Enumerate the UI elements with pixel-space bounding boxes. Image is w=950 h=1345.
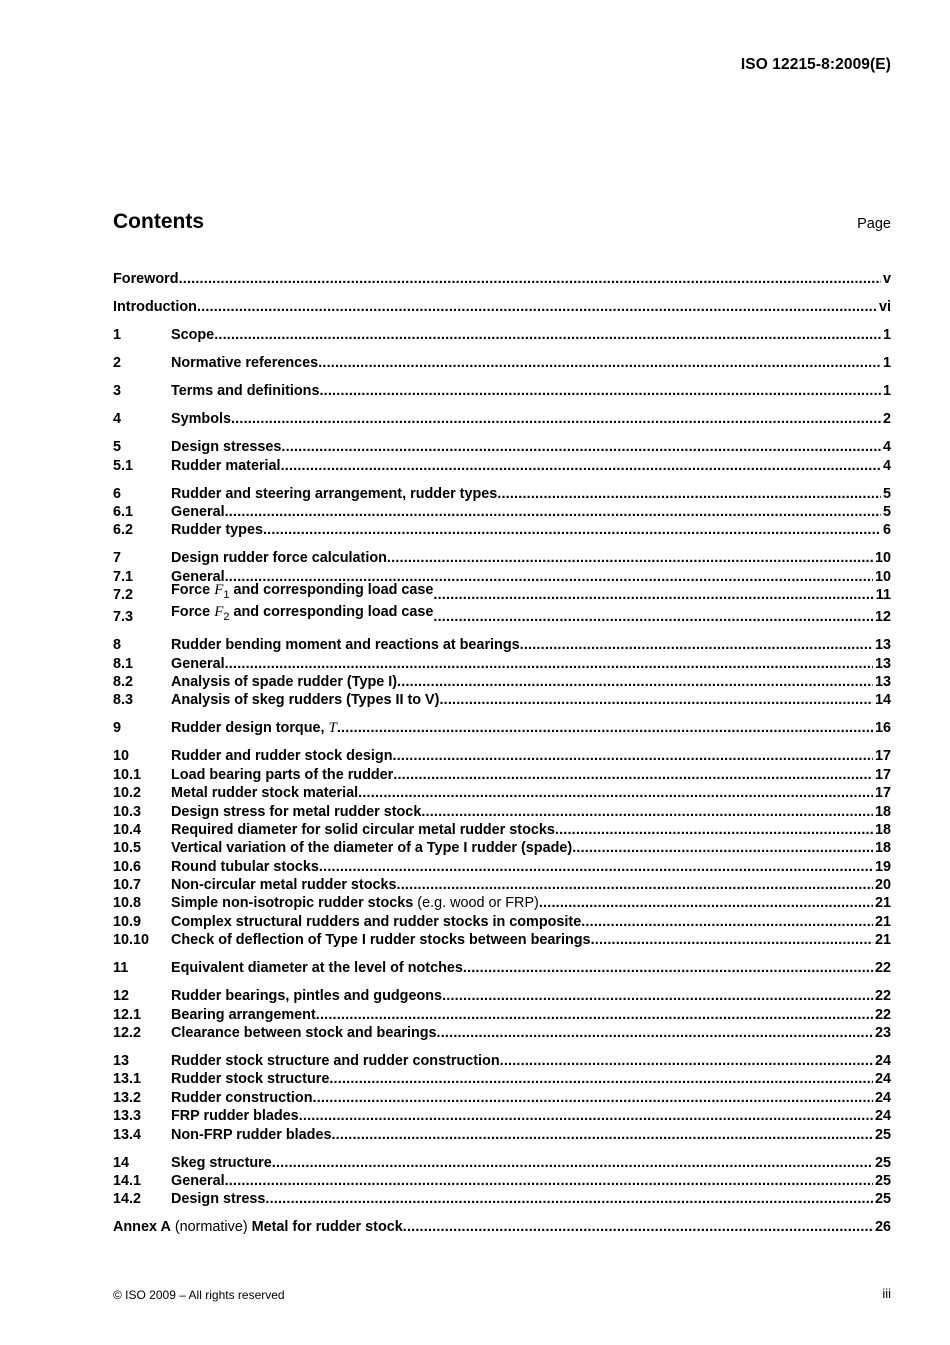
toc-entry-title: Rudder stock structure [171, 1071, 330, 1088]
toc-entry[interactable] [113, 1172, 891, 1190]
toc-entry[interactable] [113, 1125, 891, 1143]
toc-entry-page: 22 [874, 960, 891, 977]
toc-entry-title: Symbols [171, 411, 231, 428]
toc-entry[interactable] [113, 382, 891, 400]
toc-entry-page: 24 [874, 1089, 891, 1106]
toc-entry[interactable] [113, 1024, 891, 1042]
toc-entry-number: 13 [113, 1052, 130, 1069]
toc-entry-title: FRP rudder blades [171, 1108, 299, 1125]
toc-entry[interactable] [113, 691, 891, 709]
toc-entry-title: Rudder stock structure and rudder construction [171, 1052, 500, 1069]
toc-entry-page: 21 [874, 913, 891, 930]
toc-entry-page: 16 [874, 720, 891, 737]
toc-entry-title: Rudder bearings, pintles and gudgeons [171, 988, 443, 1005]
toc-entry-page: 18 [874, 803, 891, 820]
toc-entry-number: 12.2 [113, 1025, 142, 1041]
dot-leader [520, 636, 873, 654]
toc-entry-page: 11 [875, 587, 891, 604]
toc-entry-number: 8.2 [113, 673, 134, 690]
toc-entry[interactable] [113, 654, 891, 672]
dot-leader [581, 913, 873, 931]
toc-entry-number: 5 [113, 439, 122, 456]
toc-entry-page: 25 [874, 1172, 891, 1189]
toc-entry-number: 2 [113, 355, 122, 372]
toc-entry-number: 10.9 [113, 913, 142, 930]
toc-entry-page: 23 [874, 1025, 891, 1041]
dot-leader [433, 586, 873, 604]
toc-entry-page: 22 [874, 1006, 891, 1023]
toc-entry-page: 24 [874, 1108, 891, 1125]
toc-entry-number: 10.5 [113, 840, 142, 857]
toc-entry[interactable] [113, 582, 891, 604]
toc-entry-number: 13.3 [113, 1108, 142, 1125]
toc-entry-page: 17 [874, 766, 891, 783]
toc-entry-title: Design stress for metal rudder stock [171, 803, 422, 820]
toc-entry[interactable] [113, 484, 891, 502]
toc-entry-title: Design stress [171, 1191, 266, 1208]
toc-entry-annex-a[interactable] [113, 1218, 891, 1236]
dot-leader [214, 326, 881, 344]
toc-entry[interactable] [113, 802, 891, 820]
toc-entry-number: 7.1 [113, 568, 134, 585]
toc-entry-page: 24 [874, 1071, 891, 1088]
toc-entry-title: Introduction [113, 299, 197, 316]
toc-entry-title: Rudder construction [171, 1089, 313, 1106]
toc-entry-page: 26 [874, 1219, 891, 1236]
toc-entry-title: General [171, 504, 225, 521]
toc-entry-number: 7.2 [113, 587, 134, 604]
toc-entry-title: Metal rudder stock material [171, 785, 359, 802]
toc-entry-number: 10.2 [113, 785, 142, 802]
toc-entry-number: 10.1 [113, 766, 142, 783]
dot-leader [225, 655, 873, 673]
dot-leader [299, 1107, 873, 1125]
toc-entry[interactable] [113, 912, 891, 930]
toc-entry-title: Force $F_1$ and corresponding load case [171, 582, 434, 602]
toc-entry-page: 12 [874, 609, 891, 626]
toc-entry[interactable] [113, 765, 891, 783]
toc-entry-number: 13.4 [113, 1126, 142, 1143]
dot-leader [439, 691, 873, 709]
toc-entry-title: Design rudder force calculation [171, 550, 387, 567]
dot-leader [539, 894, 873, 912]
toc-entry-page: 17 [874, 785, 891, 802]
toc-entry[interactable] [113, 438, 891, 456]
dot-leader [225, 503, 881, 521]
toc-entry-page: 17 [874, 748, 891, 765]
dot-leader [393, 747, 873, 765]
toc-entry-number: 5.1 [113, 457, 134, 474]
toc-entry-page: 21 [874, 932, 891, 949]
copyright-notice: © ISO 2009 – All rights reserved [113, 1288, 285, 1302]
dot-leader [263, 521, 881, 539]
dot-leader [591, 931, 873, 949]
page-number: iii [882, 1286, 891, 1301]
toc-entry-page: 4 [882, 457, 891, 474]
toc-entry-page: 22 [874, 988, 891, 1005]
toc-entry-title: Required diameter for solid circular metal rudder stocks [171, 821, 555, 838]
toc-entry-number: 7.3 [113, 609, 134, 626]
toc-entry-title: Analysis of spade rudder (Type I) [171, 673, 398, 690]
toc-entry[interactable] [113, 549, 891, 567]
toc-entry[interactable] [113, 1190, 891, 1208]
dot-leader [272, 1154, 873, 1172]
dot-leader [500, 1052, 873, 1070]
dot-leader [442, 987, 873, 1005]
toc-entry[interactable] [113, 931, 891, 949]
toc-entry[interactable] [113, 636, 891, 654]
contents-title: Contents [113, 210, 204, 233]
toc-entry[interactable] [113, 839, 891, 857]
dot-leader [281, 457, 881, 475]
dot-leader [313, 1089, 873, 1107]
toc-entry-title: Round tubular stocks [171, 858, 319, 875]
toc-entry-title: General [171, 1172, 225, 1189]
toc-entry-number: 7 [113, 550, 122, 567]
toc-entry[interactable] [113, 456, 891, 474]
dot-leader [197, 298, 877, 316]
toc-entry-title: Clearance between stock and bearings [171, 1025, 437, 1041]
dot-leader [329, 1070, 873, 1088]
toc-entry-number: 10.6 [113, 858, 142, 875]
toc-entry-page: 13 [874, 637, 891, 654]
document-id: ISO 12215-8:2009(E) [740, 56, 891, 73]
toc-entry-page: vi [878, 299, 891, 316]
toc-entry-number: 14.1 [113, 1172, 142, 1189]
toc-entry-page: 21 [874, 895, 891, 912]
toc-entry-title: Force $F_2$ and corresponding load case [171, 604, 434, 624]
toc-entry-title: Rudder types [171, 522, 263, 539]
toc-entry[interactable] [113, 1070, 891, 1088]
toc-entry[interactable] [113, 1153, 891, 1171]
toc-entry-number: 6 [113, 485, 122, 502]
toc-entry-title: Rudder material [171, 457, 281, 474]
toc-entry-title: Scope [171, 327, 215, 344]
toc-entry-page: 5 [882, 485, 891, 502]
toc-entry-title: Rudder design torque, T [171, 720, 337, 737]
toc-entry-number: 4 [113, 411, 122, 428]
dot-leader [319, 382, 881, 400]
toc-entry-title: Design stresses [171, 439, 282, 456]
toc-entry-page: 2 [882, 411, 891, 428]
dot-leader [433, 608, 873, 626]
symbol-t: T [328, 720, 337, 737]
toc-entry-title: Rudder bending moment and reactions at bearings [171, 637, 520, 654]
dot-leader [337, 719, 873, 737]
toc-entry[interactable] [113, 354, 891, 372]
toc-entry-title: Rudder and rudder stock design [171, 748, 393, 765]
toc-entry-page: 25 [874, 1126, 891, 1143]
toc-entry-introduction[interactable] [113, 298, 891, 316]
toc-entry-number: 8.1 [113, 655, 134, 672]
toc-entry[interactable] [113, 857, 891, 875]
dot-leader [403, 1218, 873, 1236]
toc-entry[interactable] [113, 1088, 891, 1106]
toc-entry-title: Simple non-isotropic rudder stocks (e.g. wood or FRP) [171, 895, 539, 912]
toc-entry[interactable] [113, 503, 891, 521]
toc-entry-foreword[interactable] [113, 270, 891, 288]
toc-entry-title: Rudder and steering arrangement, rudder types [171, 485, 498, 502]
toc-entry[interactable] [113, 747, 891, 765]
toc-entry-title: Non-circular metal rudder stocks [171, 877, 397, 894]
toc-entry-page: 18 [874, 840, 891, 857]
toc-entry[interactable] [113, 719, 891, 737]
toc-entry-title: Bearing arrangement [171, 1006, 316, 1023]
toc-entry-page: 10 [874, 550, 891, 567]
toc-entry-page: 13 [874, 673, 891, 690]
toc-entry-page: 25 [874, 1154, 891, 1171]
toc-entry-number: 8 [113, 637, 122, 654]
toc-entry-title: Non-FRP rudder blades [171, 1126, 332, 1143]
toc-entry-title: Analysis of skeg rudders (Types II to V) [171, 692, 440, 709]
toc-entry-title: Terms and definitions [171, 383, 320, 400]
toc-entry[interactable] [113, 784, 891, 802]
toc-entry[interactable] [113, 604, 891, 626]
toc-entry-number: 3 [113, 383, 122, 400]
toc-entry-title: Check of deflection of Type I rudder stocks between bearings [171, 932, 591, 949]
toc-entry-number: 13.2 [113, 1089, 142, 1106]
toc-entry-number: 12 [113, 988, 130, 1005]
toc-entry[interactable] [113, 894, 891, 912]
toc-entry-number: 10.7 [113, 877, 142, 894]
dot-leader [225, 1172, 873, 1190]
toc-entry-page: v [882, 271, 891, 288]
toc-entry-page: 6 [882, 522, 891, 539]
toc-entry-page: 1 [882, 327, 891, 344]
toc-entry-number: 10.8 [113, 895, 142, 912]
toc-entry-title: Load bearing parts of the rudder [171, 766, 394, 783]
dot-leader [331, 1126, 873, 1144]
toc-entry-number: 10.3 [113, 803, 142, 820]
toc-entry[interactable] [113, 987, 891, 1005]
toc-entry-page: 24 [874, 1052, 891, 1069]
toc-entry-title: Vertical variation of the diameter of a Type I rudder (spade) [171, 840, 573, 857]
toc-entry-page: 1 [882, 355, 891, 372]
toc-entry[interactable] [113, 1052, 891, 1070]
dot-leader [555, 821, 873, 839]
dot-leader [281, 438, 881, 456]
toc-entry[interactable] [113, 410, 891, 428]
toc-entry-title: Annex A (normative) Metal for rudder stock [113, 1219, 403, 1236]
toc-entry[interactable] [113, 959, 891, 977]
toc-entry[interactable] [113, 1005, 891, 1023]
dot-leader [319, 858, 873, 876]
toc-entry[interactable] [113, 1107, 891, 1125]
dot-leader [358, 784, 873, 802]
dot-leader [397, 876, 873, 894]
toc-entry-title: Complex structural rudders and rudder stocks in composite [171, 913, 582, 930]
toc-entry-page: 10 [874, 568, 891, 585]
toc-entry-title: Equivalent diameter at the level of notches [171, 960, 463, 977]
dot-leader [318, 354, 881, 372]
toc-entry-page: 19 [874, 858, 891, 875]
dot-leader [497, 485, 881, 503]
toc-entry[interactable] [113, 521, 891, 539]
toc-entry-number: 1 [113, 327, 122, 344]
toc-entry-number: 6.1 [113, 504, 134, 521]
toc-entry-number: 10.10 [113, 932, 150, 949]
toc-entry-title: Foreword [113, 271, 179, 288]
toc-entry-title: Normative references [171, 355, 319, 372]
dot-leader [316, 1006, 873, 1024]
dot-leader [393, 766, 873, 784]
toc-entry-number: 10.4 [113, 821, 142, 838]
toc-entry-number: 13.1 [113, 1071, 142, 1088]
toc-entry-title: Skeg structure [171, 1154, 272, 1171]
toc-entry-page: 1 [882, 383, 891, 400]
toc-entry-number: 10 [113, 748, 130, 765]
toc-entry[interactable] [113, 673, 891, 691]
dot-leader [463, 959, 873, 977]
toc-entry[interactable] [113, 821, 891, 839]
toc-entry[interactable] [113, 326, 891, 344]
toc-entry-page: 4 [882, 439, 891, 456]
toc-entry-title: General [171, 655, 225, 672]
dot-leader [572, 839, 873, 857]
toc-entry-page: 25 [874, 1191, 891, 1208]
toc-entry-title: General [171, 568, 225, 585]
toc-entry-page: 14 [874, 692, 891, 709]
toc-entry-page: 20 [874, 877, 891, 894]
page-column-label: Page [857, 216, 891, 232]
dot-leader [231, 410, 881, 428]
dot-leader [397, 673, 873, 691]
toc-entry-number: 6.2 [113, 522, 134, 539]
toc-entry-number: 11 [113, 960, 129, 977]
toc-entry-number: 12.1 [113, 1006, 142, 1023]
dot-leader [421, 803, 873, 821]
toc-entry-page: 18 [874, 821, 891, 838]
symbol-f1: $F_1$ [214, 582, 230, 602]
toc-entry-number: 9 [113, 720, 122, 737]
dot-leader [265, 1190, 873, 1208]
dot-leader [179, 270, 881, 288]
toc-entry-page: 13 [874, 655, 891, 672]
toc-entry-number: 14.2 [113, 1191, 142, 1208]
toc-entry-number: 14 [113, 1154, 130, 1171]
dot-leader [387, 549, 873, 567]
dot-leader [437, 1024, 873, 1042]
toc-entry-page: 5 [882, 504, 891, 521]
toc-entry[interactable] [113, 876, 891, 894]
table-of-contents [113, 270, 891, 1236]
symbol-f2: $F_2$ [214, 604, 230, 624]
toc-entry-number: 8.3 [113, 692, 134, 709]
